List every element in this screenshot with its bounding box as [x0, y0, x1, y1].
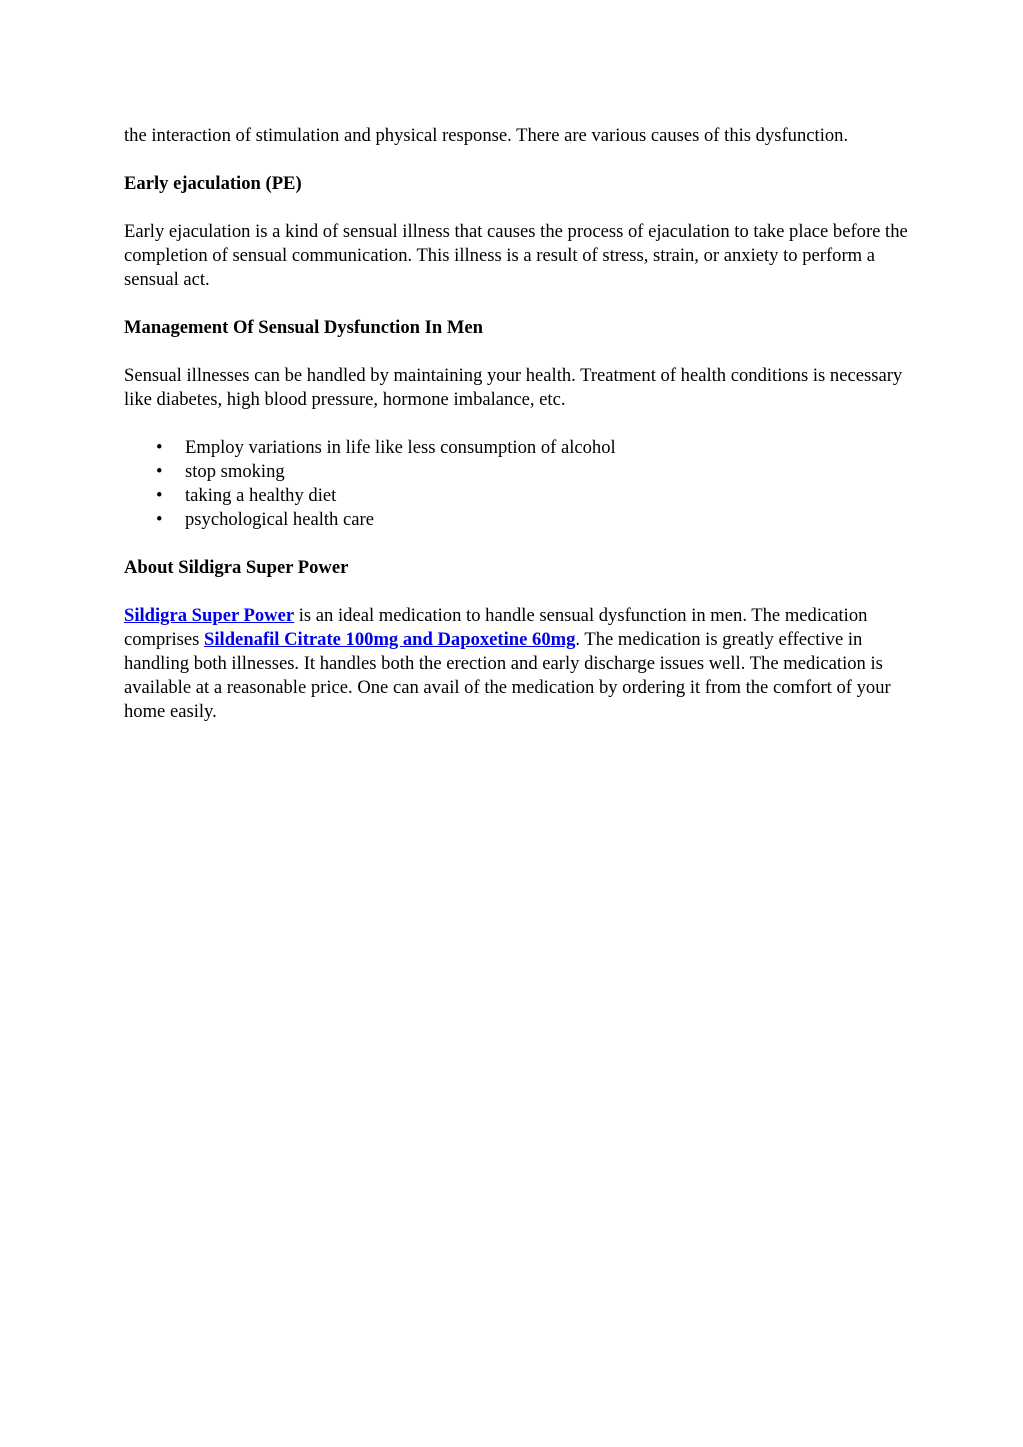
list-item-text: psychological health care — [185, 509, 374, 530]
about-text-part-2: . The medication is greatly effective in handling both illnesses. It handles both the erection and early discharge issues well. The medication is available at a reasonable price. One can avail of the medication by ordering it from the comfort of your home easily. — [124, 629, 891, 722]
document-page — [124, 124, 909, 748]
about-paragraph — [124, 604, 909, 724]
intro-paragraph: the interaction of stimulation and physical response. There are various causes of this dysfunction. — [124, 125, 849, 146]
list-item-text: taking a healthy diet — [185, 485, 337, 506]
list-item-text: Employ variations in life like less consumption of alcohol — [185, 437, 616, 458]
bullet-icon: • — [156, 509, 163, 530]
section-heading-early-ejaculation: Early ejaculation (PE) — [124, 173, 302, 194]
section-body-early-ejaculation: Early ejaculation is a kind of sensual illness that causes the process of ejaculation to take place before the completion of sensual communication. This illness is a result of stress, strain, or anxiety to perform a sensual act. — [124, 221, 908, 290]
list-item — [124, 460, 909, 484]
list-item — [124, 508, 909, 532]
section-body-management: Sensual illnesses can be handled by maintaining your health. Treatment of health conditions is necessary like diabetes, high blood pressure, hormone imbalance, etc. — [124, 365, 903, 410]
list-item-text: stop smoking — [185, 461, 285, 482]
bullet-icon: • — [156, 461, 163, 482]
section-heading-about: About Sildigra Super Power — [124, 557, 349, 578]
sildenafil-dapoxetine-link[interactable]: Sildenafil Citrate 100mg and Dapoxetine 60mg — [204, 629, 576, 650]
about-text-part-1: is an ideal medication to handle sensual dysfunction in men. The medication comprises — [124, 605, 868, 650]
lifestyle-bullet-list — [124, 436, 909, 532]
sildigra-super-power-link[interactable]: Sildigra Super Power — [124, 605, 295, 626]
list-item — [124, 436, 909, 460]
bullet-icon: • — [156, 485, 163, 506]
bullet-icon: • — [156, 437, 163, 458]
list-item — [124, 484, 909, 508]
section-heading-management: Management Of Sensual Dysfunction In Men — [124, 317, 483, 338]
